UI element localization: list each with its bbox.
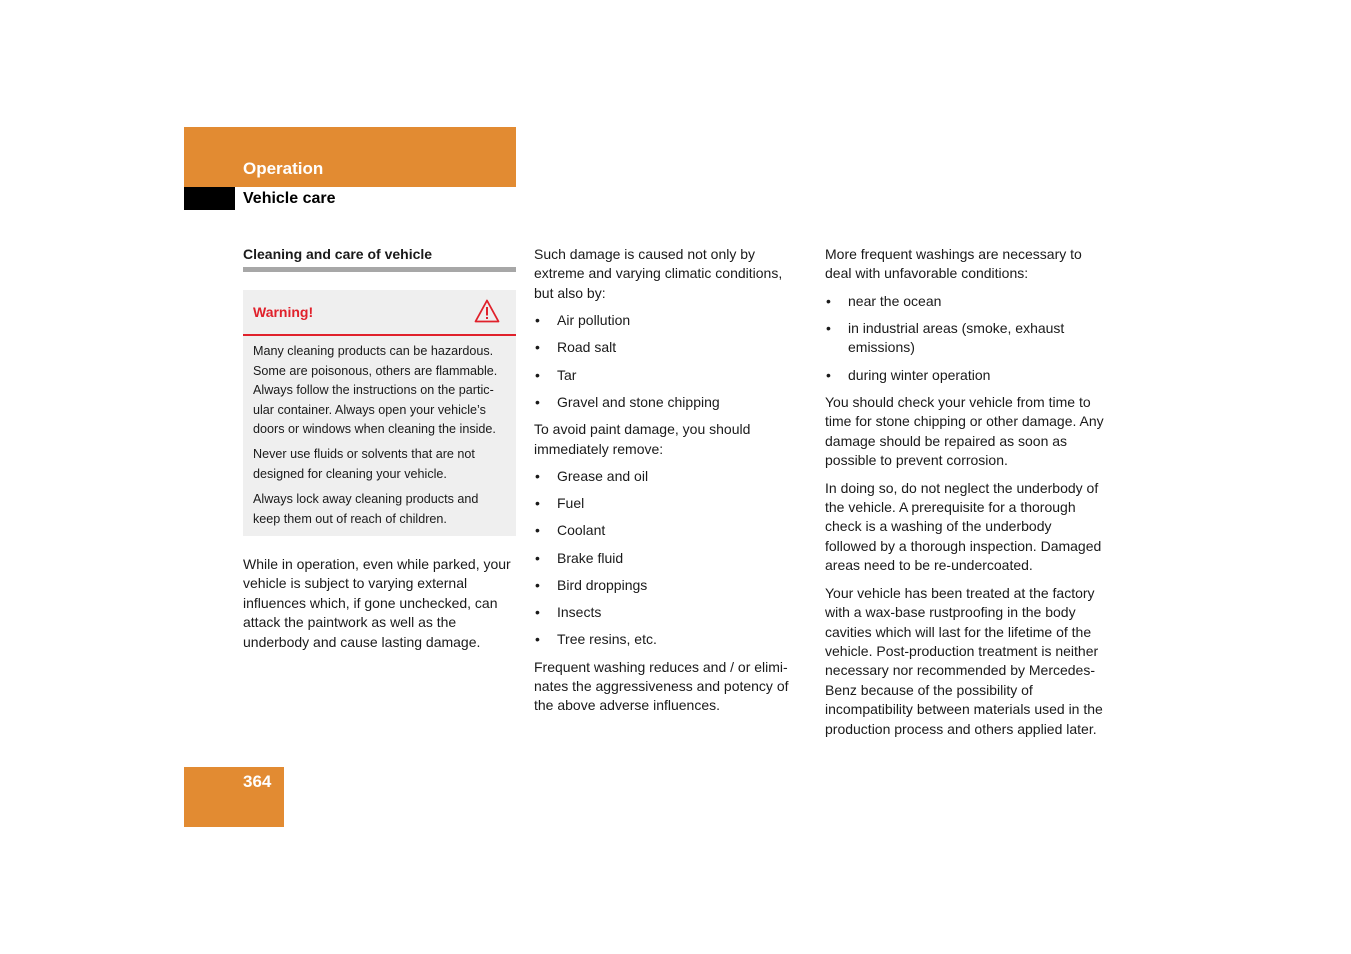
warning-paragraph: Always lock away cleaning products and keep them out of reach of children. <box>253 492 479 526</box>
column-left <box>243 245 516 660</box>
list-item: • Brake fluid <box>534 549 802 568</box>
list-item: • during winter operation <box>825 366 1105 385</box>
check-paragraph: You should check your vehicle from time to time for stone chipping or other damage. Any damage should be repaired as soon as possible to prevent corrosion. <box>825 394 1104 469</box>
list-item: • Gravel and stone chipping <box>534 393 802 412</box>
conditions-intro: More frequent washings are necessary to deal with unfavorable conditions: <box>825 246 1082 282</box>
remove-list <box>534 467 802 650</box>
warning-paragraph: Never use fluids or solvents that are not designed for cleaning your vehicle. <box>253 447 475 481</box>
column-middle <box>534 245 802 724</box>
remove-intro: To avoid paint damage, you should immediately remove: <box>534 421 751 457</box>
list-item: • Grease and oil <box>534 467 802 486</box>
list-item: • in industrial areas (smoke, exhaust emissions) <box>825 319 1105 358</box>
list-item: • Fuel <box>534 494 802 513</box>
rustproofing-paragraph: Your vehicle has been treated at the factory with a wax-base rustproofing in the body cavities which will last for the lifetime of the vehicle. Post-production treatment is neither necessary nor recommended by Mercedes-Benz because of the possibility of incompatibility between materials used in the production process and others applied later. <box>825 584 1103 737</box>
page-number: 364 <box>243 772 272 791</box>
list-item: • Air pollution <box>534 311 802 330</box>
warning-triangle-icon <box>474 299 500 323</box>
header-band <box>184 127 516 187</box>
causes-list <box>534 311 802 412</box>
list-item: • Bird droppings <box>534 576 802 595</box>
column-right <box>825 245 1105 747</box>
list-item: • Road salt <box>534 338 802 357</box>
section-title: Operation <box>243 159 324 178</box>
warning-body <box>243 336 516 536</box>
warning-box <box>243 290 516 536</box>
list-item: • near the ocean <box>825 292 1105 311</box>
list-item: • Coolant <box>534 521 802 540</box>
section-marker <box>184 187 235 210</box>
washing-paragraph: Frequent washing reduces and / or eliminates the aggressiveness and potency of the above adverse influences. <box>534 658 789 714</box>
damage-intro: Such damage is caused not only by extreme and varying climatic conditions, but also by: <box>534 246 783 301</box>
warning-header <box>243 290 516 336</box>
conditions-list <box>825 292 1105 385</box>
cleaning-heading: Cleaning and care of vehicle <box>243 245 516 272</box>
list-item: • Insects <box>534 603 802 622</box>
underbody-paragraph: In doing so, do not neglect the underbody of the vehicle. A prerequisite for a thorough check is a washing of the underbody followed by a thorough inspection. Damaged areas need to be re-undercoated. <box>825 479 1102 574</box>
page-title: Vehicle care <box>243 190 336 207</box>
list-item: • Tree resins, etc. <box>534 630 802 649</box>
list-item: • Tar <box>534 366 802 385</box>
warning-label: Warning! <box>253 304 314 321</box>
warning-paragraph: Many cleaning products can be hazardous. Some are poisonous, others are flammable. Always follow the instructions on the particular container. Always open your vehicle’s doors or windows when cleaning the inside. <box>253 344 498 437</box>
influences-paragraph: While in operation, even while parked, your vehicle is subject to varying external influences which, if gone unchecked, can attack the paintwork as well as the underbody and cause lasting damage. <box>243 556 511 650</box>
